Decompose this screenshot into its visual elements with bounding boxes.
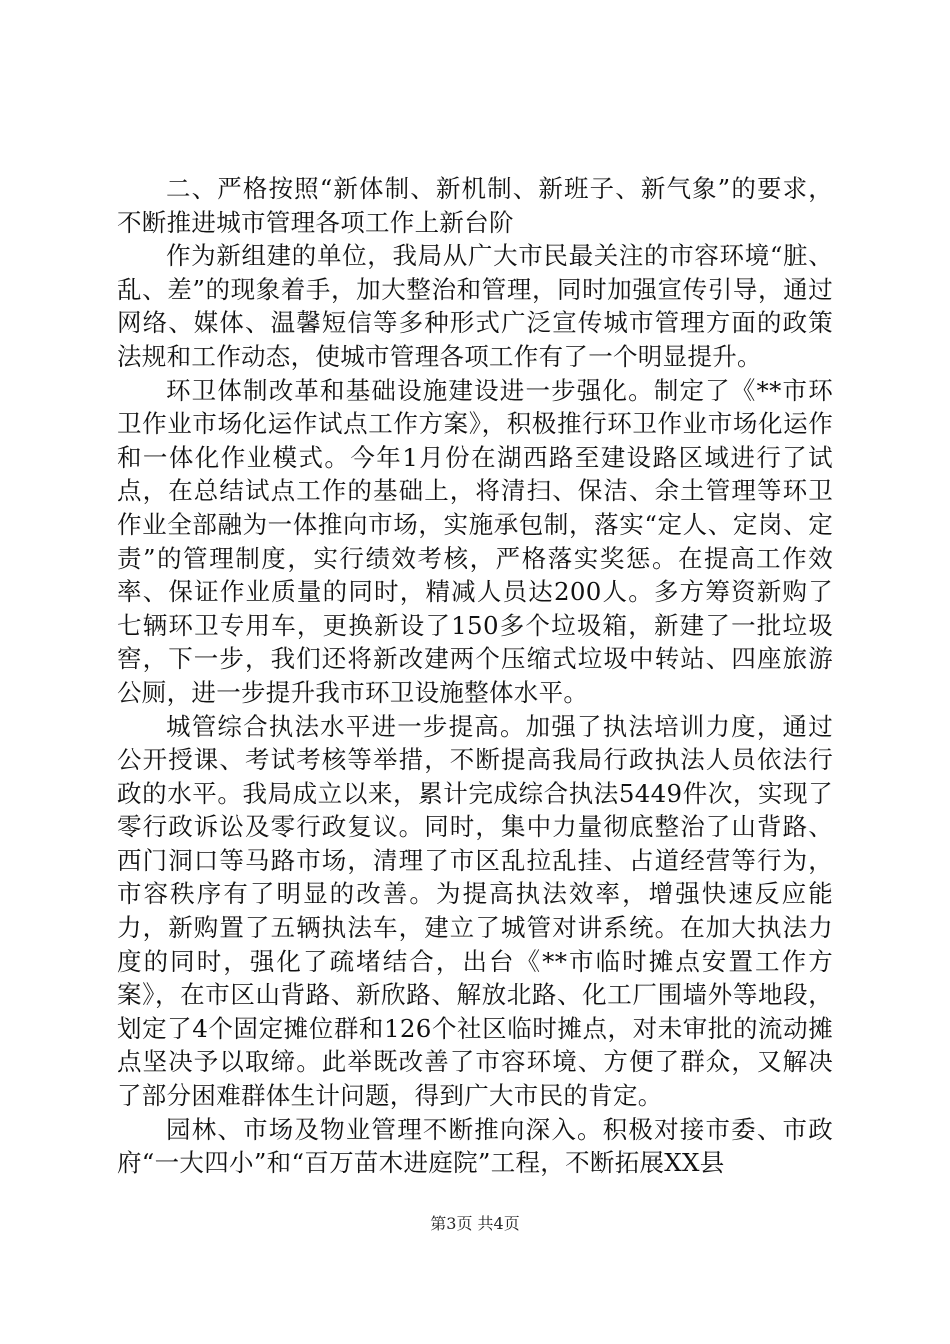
section-heading: 二、严格按照“新体制、新机制、新班子、新气象”的要求，不断推进城市管理各项工作上新台阶 — [117, 174, 833, 237]
paragraph-intro: 作为新组建的单位，我局从广大市民最关注的市容环境“脏、乱、差”的现象着手，加大整治和管理，同时加强宣传引导，通过网络、媒体、温馨短信等多种形式广泛宣传城市管理方面的政策法规和工作动态，使城市管理各项工作有了一个明显提升。 — [117, 241, 833, 371]
paragraph-law-enforcement: 城管综合执法水平进一步提高。加强了执法培训力度，通过公开授课、考试考核等举措，不断提高我局行政执法人员依法行政的水平。我局成立以来，累计完成综合执法5449件次，实现了零行政诉讼及零行政复议。同时，集中力量彻底整治了山背路、西门洞口等马路市场，清理了市区乱拉乱挂、占道经营等行为，市容秩序有了明显的改善。为提高执法效率，增强快速反应能力，新购置了五辆执法车，建立了城管对讲系统。在加大执法力度的同时，强化了疏堵结合，出台《**市临时摊点安置工作方案》，在市区山背路、新欣路、解放北路、化工厂围墙外等地段，划定了4个固定摊位群和126个社区临时摊点，对未审批的流动摊点坚决予以取缔。此举既改善了市容环境、方便了群众，又解决了部分困难群体生计问题，得到广大市民的肯定。 — [117, 711, 833, 1111]
page-footer: 第3页 共4页 — [430, 1214, 520, 1233]
paragraph-sanitation: 环卫体制改革和基础设施建设进一步强化。制定了《**市环卫作业市场化运作试点工作方案》，积极推行环卫作业市场化运作和一体化作业模式。今年1月份在湖西路至建设路区域进行了试点，在总结试点工作的基础上，将清扫、保洁、余土管理等环卫作业全部融为一体推向市场，实施承包制，落实“定人、定岗、定责”的管理制度，实行绩效考核，严格落实奖惩。在提高工作效率、保证作业质量的同时，精减人员达200人。多方筹资新购了七辆环卫专用车，更换新设了150多个垃圾箱，新建了一批垃圾窖，下一步，我们还将新改建两个压缩式垃圾中转站、四座旅游公厕，进一步提升我市环卫设施整体水平。 — [117, 375, 834, 707]
document-body — [117, 172, 833, 1180]
paragraph-landscaping: 园林、市场及物业管理不断推向深入。积极对接市委、市政府“一大四小”和“百万苗木进庭院”工程，不断拓展XX县 — [117, 1114, 833, 1178]
